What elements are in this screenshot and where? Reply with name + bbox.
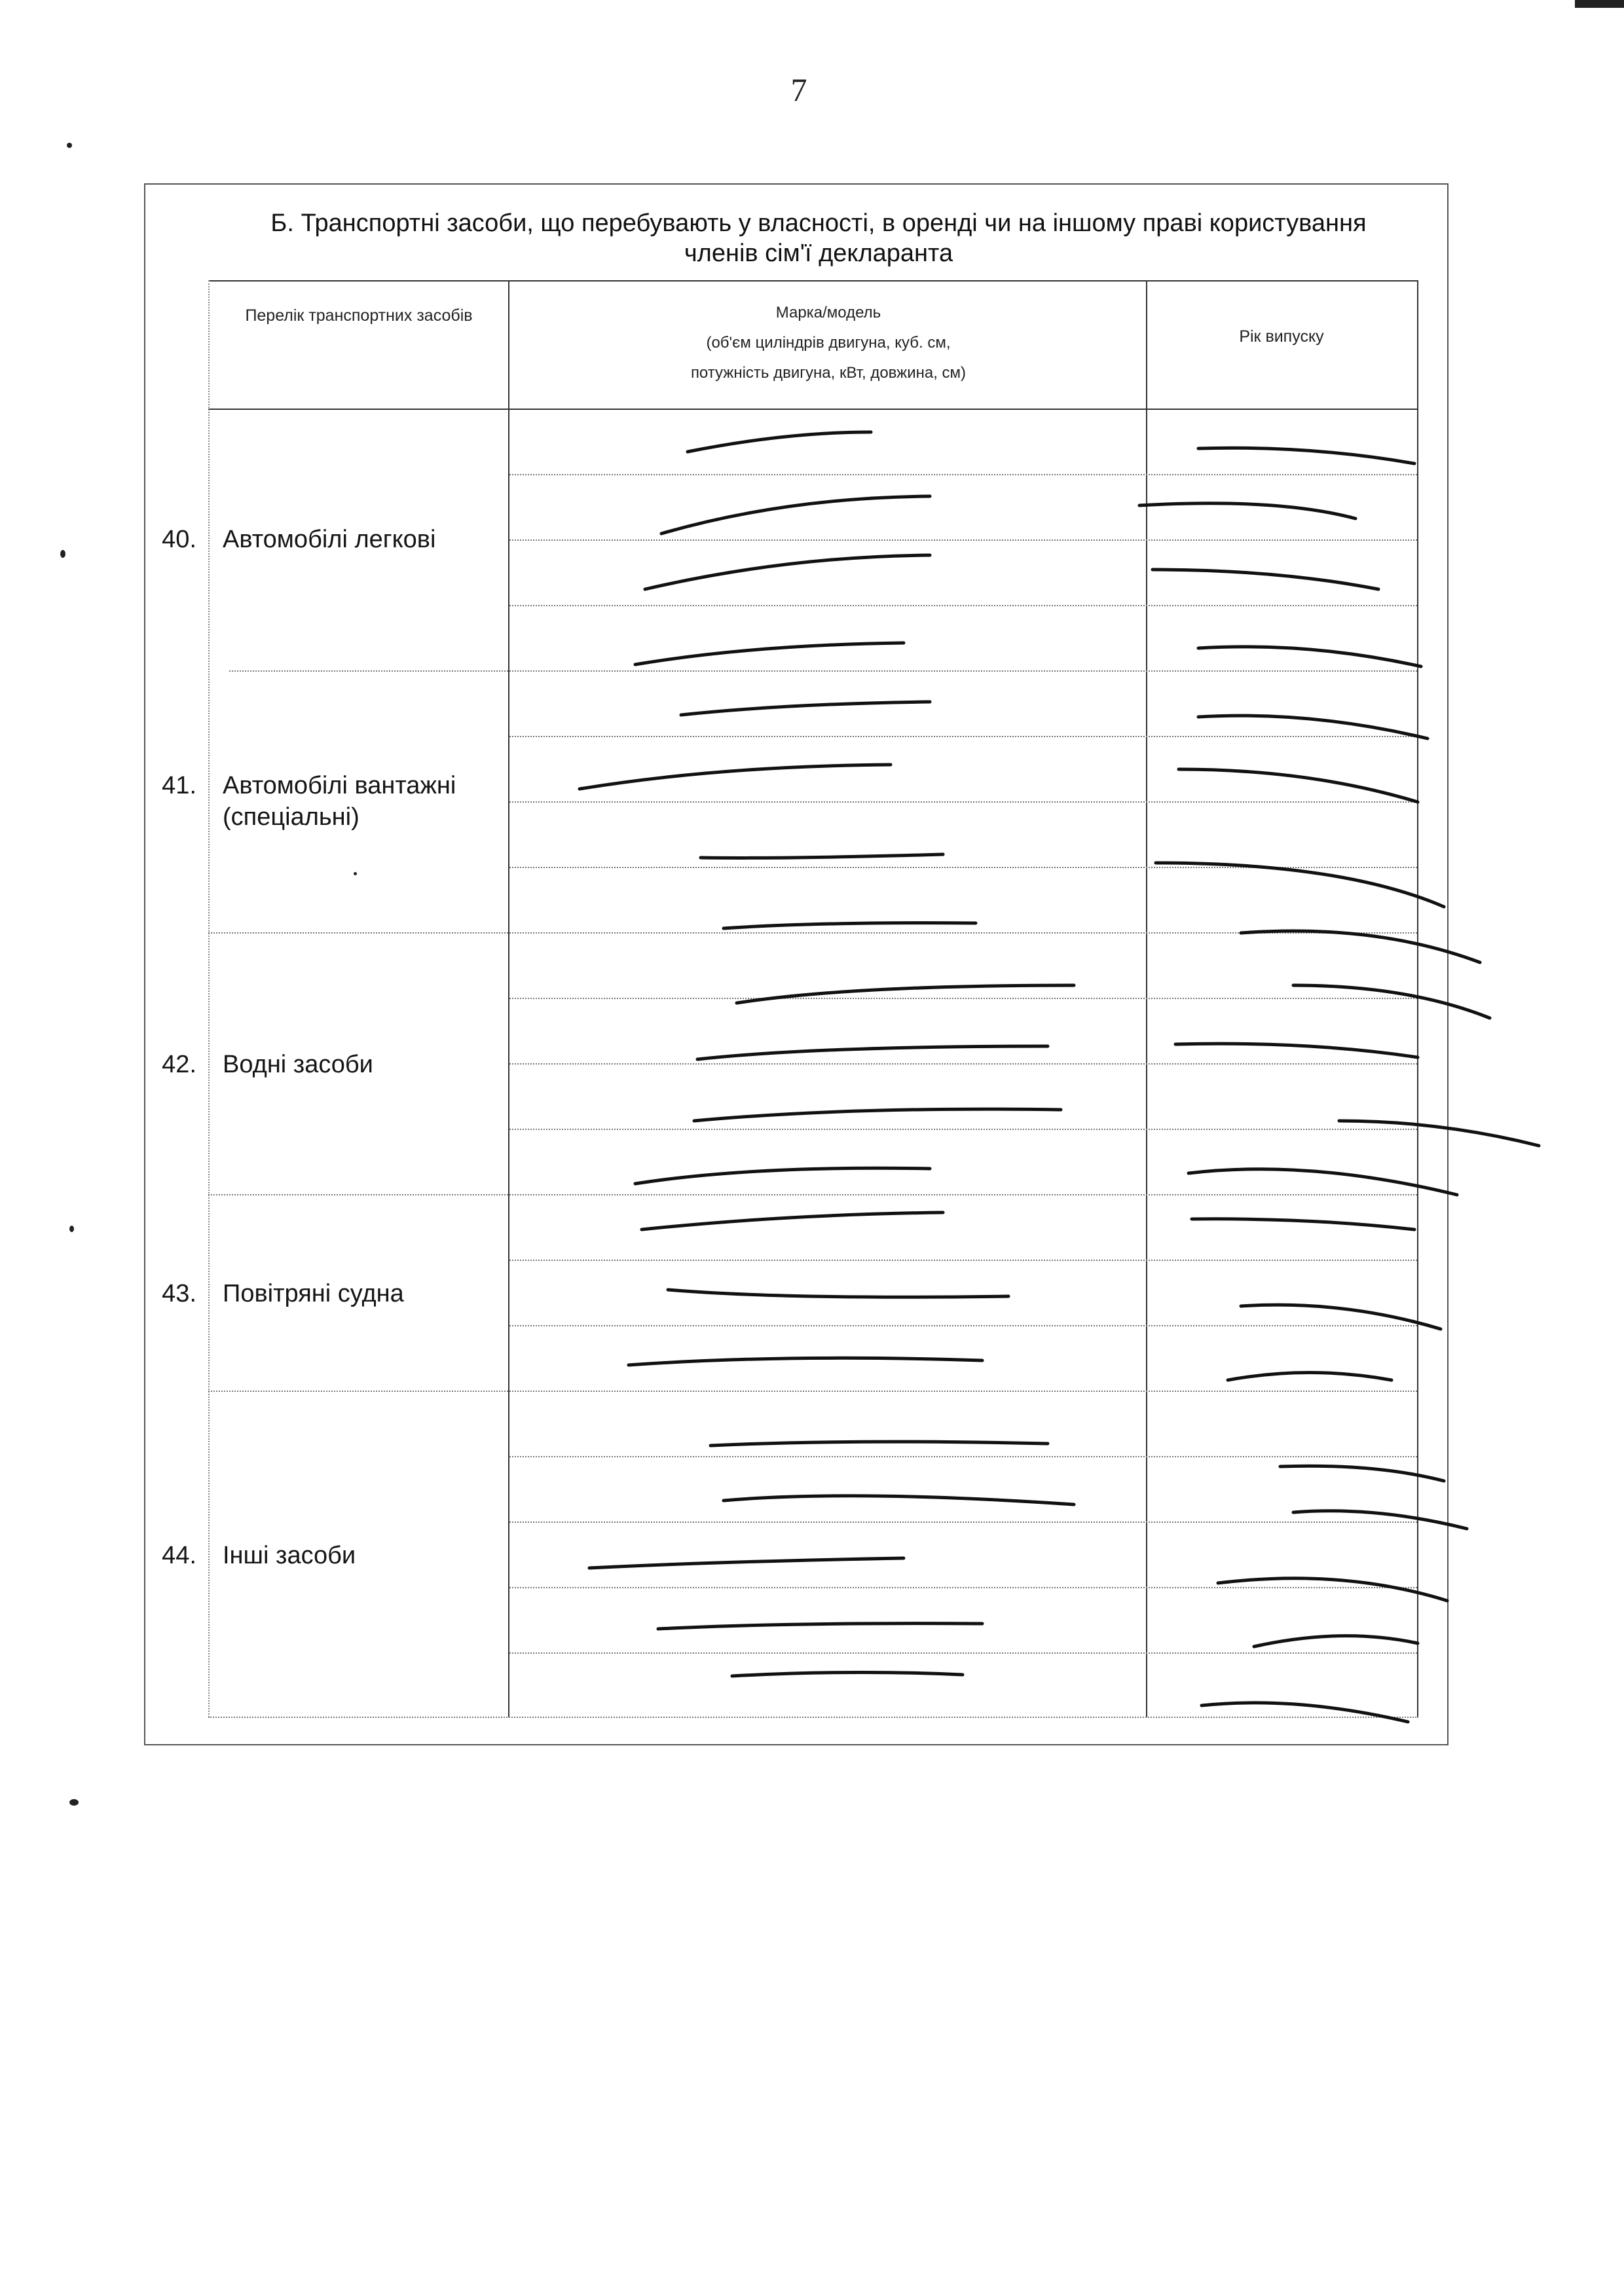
strike-mark bbox=[701, 854, 943, 858]
strike-mark bbox=[1339, 1121, 1539, 1146]
page-number: 7 bbox=[790, 71, 807, 108]
strike-mark bbox=[1228, 1373, 1392, 1381]
strike-mark bbox=[668, 1290, 1008, 1297]
strike-mark bbox=[1139, 503, 1356, 519]
row-label-trucks: Автомобілі вантажні (спеціальні) bbox=[223, 772, 456, 831]
strike-mark bbox=[635, 1168, 930, 1184]
row-label-aircraft: Повітряні судна bbox=[223, 1280, 404, 1307]
row-number-43: 43. bbox=[162, 1280, 196, 1307]
strike-mark bbox=[589, 1558, 904, 1568]
row-number-40: 40. bbox=[162, 526, 196, 553]
header-year: Рік випуску bbox=[1239, 327, 1324, 346]
row-number-44: 44. bbox=[162, 1542, 196, 1569]
strike-mark bbox=[694, 1109, 1061, 1121]
scan-speck bbox=[60, 550, 65, 558]
strike-mark bbox=[1175, 1044, 1418, 1057]
strike-mark bbox=[737, 985, 1074, 1003]
strike-mark bbox=[710, 1442, 1048, 1446]
scan-speck bbox=[354, 872, 357, 875]
section-title: Б. Транспортні засоби, що перебувають у власності, в оренді чи на іншому праві користування членів сім'ї декларанта bbox=[270, 210, 1367, 267]
strike-mark bbox=[661, 496, 930, 534]
row-number-42: 42. bbox=[162, 1051, 196, 1078]
strike-mark bbox=[629, 1358, 982, 1365]
strike-mark bbox=[1198, 716, 1428, 738]
strike-mark bbox=[697, 1046, 1048, 1059]
header-make-model-line3: потужність двигуна, кВт, довжина, см) bbox=[690, 364, 967, 382]
header-make-model-line2: (об'єм циліндрів двигуна, куб. см, bbox=[706, 334, 951, 352]
strike-mark bbox=[688, 432, 871, 452]
strike-mark bbox=[645, 555, 930, 589]
strike-mark bbox=[1202, 1703, 1408, 1722]
strike-mark bbox=[732, 1672, 963, 1676]
strike-mark bbox=[1241, 931, 1480, 962]
strike-mark bbox=[681, 702, 930, 715]
row-label-other: Інші засоби bbox=[223, 1542, 356, 1569]
strike-mark bbox=[724, 923, 976, 928]
strike-mark bbox=[1280, 1466, 1444, 1481]
strike-mark bbox=[658, 1624, 982, 1629]
strike-mark bbox=[1218, 1578, 1447, 1601]
scan-speck bbox=[69, 1799, 79, 1806]
strike-mark bbox=[1156, 863, 1444, 907]
row-number-41: 41. bbox=[162, 772, 196, 799]
row-label-cars: Автомобілі легкові bbox=[223, 526, 436, 553]
strike-mark bbox=[1153, 570, 1378, 589]
strike-mark bbox=[1241, 1305, 1441, 1329]
strike-mark bbox=[635, 643, 904, 665]
strike-mark bbox=[1293, 985, 1490, 1018]
strike-mark bbox=[1254, 1636, 1418, 1647]
scan-speck bbox=[69, 1226, 74, 1232]
strike-mark bbox=[1189, 1169, 1457, 1195]
header-make-model-line1: Марка/модель bbox=[775, 304, 881, 321]
strike-mark bbox=[1179, 769, 1418, 802]
strike-mark bbox=[580, 765, 891, 789]
strike-mark bbox=[724, 1496, 1074, 1504]
row-label-watercraft: Водні засоби bbox=[223, 1051, 373, 1078]
header-vehicle-list: Перелік транспортних засобів bbox=[245, 306, 473, 325]
strike-mark bbox=[1192, 1219, 1414, 1230]
strike-mark bbox=[642, 1212, 943, 1230]
strike-mark bbox=[1198, 647, 1421, 666]
scan-speck bbox=[1575, 0, 1624, 8]
strike-mark bbox=[1293, 1511, 1467, 1529]
scan-speck bbox=[67, 143, 72, 148]
strike-mark bbox=[1198, 448, 1414, 464]
